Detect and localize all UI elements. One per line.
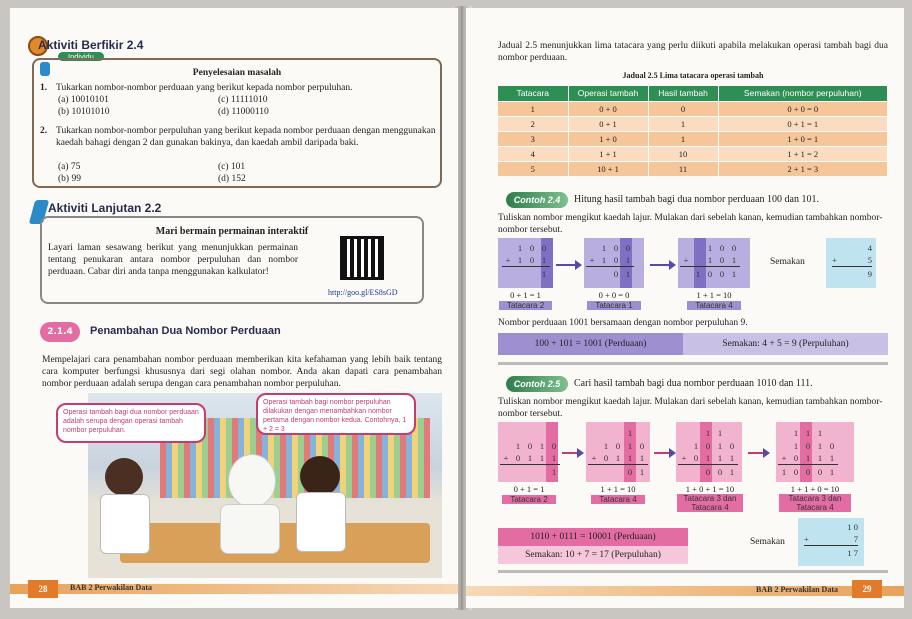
table-row <box>498 161 888 176</box>
sum-binary-bar: 100 + 101 = 1001 (Perduaan) <box>498 333 683 355</box>
footer-bar <box>466 586 904 596</box>
girl-shirt <box>296 492 346 552</box>
sum-binary-bar: 1010 + 0111 = 10001 (Perduaan) <box>498 528 688 546</box>
cell: 11 <box>648 161 718 176</box>
cell: 10 + 1 <box>568 161 648 176</box>
student-boy <box>105 458 143 496</box>
semakan-value: 7 <box>853 534 858 544</box>
arrow-icon <box>748 452 764 454</box>
q1-option: (a) 10010101 <box>58 95 109 105</box>
cell: 1 + 0 <box>568 131 648 146</box>
step-tag: Tatacara 4 <box>687 301 740 310</box>
semakan-line: 4 <box>867 242 872 253</box>
q1-option: (d) 11000110 <box>218 107 269 117</box>
section-number: 2.1.4 <box>40 322 80 342</box>
cell: 2 <box>498 116 568 131</box>
q1-option: (b) 10101010 <box>58 107 110 117</box>
cell: 0 + 1 = 1 <box>718 116 888 131</box>
cell: 1 + 1 <box>568 146 648 161</box>
activity-2-text: Layari laman sesawang berikut yang menunjukkan permainan tentang penukaran antara nombor perpuluhan dan nombor perduaan. Cabar diri anda tanpa menggunakan kalkulator! <box>48 243 298 277</box>
step-tag: Tatacara 3 dan Tatacara 4 <box>779 494 851 512</box>
semakan-value: 5 <box>867 255 872 265</box>
left-page <box>10 8 458 608</box>
step-caption <box>582 484 654 504</box>
step-calc: 0 + 1 = 1 <box>510 290 541 300</box>
step-tag: Tatacara 1 <box>587 301 640 310</box>
semakan-calc <box>804 520 858 559</box>
step-caption <box>672 484 748 512</box>
page-number: 29 <box>852 580 882 598</box>
table-row <box>498 116 888 131</box>
step-caption <box>494 484 564 504</box>
step-caption <box>678 290 750 310</box>
section-title: Penambahan Dua Nombor Perduaan <box>90 325 281 337</box>
divider <box>498 570 888 573</box>
step-caption <box>498 290 553 310</box>
girl-hijab-shirt <box>220 504 280 554</box>
cell: 1 + 0 = 1 <box>718 131 888 146</box>
activity-2-url[interactable]: http://goo.gl/ES8sGD <box>328 288 398 297</box>
semakan-line: 1 0 <box>847 521 858 532</box>
speech-bubble-1: Operasi tambah bagi dua nombor perduaan adalah serupa dengan operasi tambah nombor perpuluhan. <box>56 403 206 443</box>
step-calc: 0 + 1 = 1 <box>513 484 545 494</box>
sum-decimal-bar: Semakan: 4 + 5 = 9 (Perpuluhan) <box>683 333 888 355</box>
step-calc: 1 + 1 = 10 <box>696 290 732 300</box>
binary-column-3: 1 1 1 0 1 0 + 0 1 1 1 0 0 1 <box>678 426 738 478</box>
cell: 1 <box>498 101 568 116</box>
table-row <box>498 131 888 146</box>
q1-option: (c) 11111010 <box>218 95 268 105</box>
step-calc: 1 + 0 + 1 = 10 <box>685 484 735 494</box>
example-text: Tuliskan nombor mengikut kaedah lajur. Mulakan dari sebelah kanan, kemudian tambahkan nombor-nombor tersebut. <box>498 397 883 419</box>
activity-title: Aktiviti Berfikir 2.4 <box>38 38 144 52</box>
binary-column-1: 1 0 0 + 1 0 1 1 <box>502 241 550 280</box>
cell: 0 + 1 <box>568 116 648 131</box>
activity-heading: Penyelesaian masalah <box>192 68 282 78</box>
binary-column-1: 1 0 1 0 + 0 1 1 1 1 <box>500 426 560 478</box>
semakan-label: Semakan <box>770 257 805 267</box>
header-tatacara: Tatacara <box>498 86 568 101</box>
semakan-line: + 5 <box>832 255 872 265</box>
intro-text: Jadual 2.5 menunjukkan lima tatacara yang perlu diikuti apabila melakukan operasi tambah bagi dua nombor perduaan. <box>498 41 888 63</box>
q2-number: 2. <box>40 126 48 136</box>
footer-chapter: BAB 2 Perwakilan Data <box>756 585 838 594</box>
cell: 5 <box>498 161 568 176</box>
cell: 3 <box>498 131 568 146</box>
q2-option: (b) 99 <box>58 174 81 184</box>
footer-chapter: BAB 2 Perwakilan Data <box>70 583 152 592</box>
header-operasi: Operasi tambah <box>568 86 648 101</box>
q1-options <box>58 94 398 118</box>
arrow-icon <box>562 452 578 454</box>
table-row <box>498 101 888 116</box>
semakan-line: + 7 <box>804 534 858 544</box>
cell: 4 <box>498 146 568 161</box>
semakan-label: Semakan <box>750 537 785 547</box>
section-intro: Mempelajari cara penambahan nombor perduaan memberikan kita kefahaman yang lebih baik tentang cara komputer berfungsi khususnya dari segi olahan nombor. Anda akan dapati cara penambahan nombor perduaan adalah serupa dengan cara penambahan nombor perpuluhan. <box>42 355 442 389</box>
cell: 2 + 1 = 3 <box>718 161 888 176</box>
student-girl <box>300 456 340 496</box>
cell: 10 <box>648 146 718 161</box>
q2-option: (d) 152 <box>218 174 246 184</box>
example-title: Cari hasil tambah bagi dua nombor perduaan 1010 dan 111. <box>574 378 813 389</box>
activity-title-2: Aktiviti Lanjutan 2.2 <box>48 201 162 215</box>
qr-code[interactable] <box>340 236 384 280</box>
example-badge: Contoh 2.5 <box>506 376 568 392</box>
semakan-line: 1 7 <box>847 547 858 558</box>
semakan-calc <box>832 241 872 280</box>
cell: 1 <box>648 116 718 131</box>
q2-options <box>58 161 398 185</box>
student-girl-hijab <box>228 454 276 508</box>
table-header-row <box>498 86 888 101</box>
cell: 1 <box>648 131 718 146</box>
step-tag: Tatacara 3 dan Tatacara 4 <box>677 494 743 512</box>
binary-column-4: 1 1 1 1 0 1 0 + 0 1 1 1 1 0 0 0 1 <box>778 426 838 478</box>
speech-bubble-2: Operasi tambah bagi nombor perpuluhan dilakukan dengan menambahkan nombor pertama dengan nombor kedua. Contohnya, 1 + 2 = 3 <box>256 393 416 435</box>
activity-2-heading: Mari bermain permainan interaktif <box>155 226 309 237</box>
result-text: Nombor perduaan 1001 bersamaan dengan nombor perpuluhan 9. <box>498 318 748 328</box>
boy-shirt <box>100 494 150 554</box>
cell: 0 <box>648 101 718 116</box>
arrow-icon <box>556 264 576 266</box>
arrow-icon <box>654 452 670 454</box>
cell: 0 + 0 = 0 <box>718 101 888 116</box>
divider <box>498 362 888 365</box>
step-caption <box>584 290 644 310</box>
header-semakan: Semakan (nombor perpuluhan) <box>718 86 888 101</box>
page-number: 28 <box>28 580 58 598</box>
step-tag: Tatacara 2 <box>499 301 552 310</box>
individu-badge: Individu <box>58 52 104 61</box>
cell: 1 + 1 = 2 <box>718 146 888 161</box>
q1-text: Tukarkan nombor-nombor perduaan yang berikut kepada nombor perpuluhan. <box>56 83 353 93</box>
right-page <box>466 8 904 608</box>
q2-option: (c) 101 <box>218 162 246 172</box>
binary-column-2: 1 1 0 1 0 + 0 1 1 1 0 1 <box>588 426 648 478</box>
step-calc: 1 + 1 = 10 <box>600 484 636 494</box>
step-tag: Tatacara 2 <box>502 495 555 504</box>
table-caption: Jadual 2.5 Lima tatacara operasi tambah <box>622 71 764 80</box>
step-caption <box>774 484 856 512</box>
q1-number: 1. <box>40 83 48 93</box>
step-calc: 0 + 0 = 0 <box>598 290 630 300</box>
example-badge: Contoh 2.4 <box>506 192 568 208</box>
table-row <box>498 146 888 161</box>
cell: 0 + 0 <box>568 101 648 116</box>
header-hasil: Hasil tambah <box>648 86 718 101</box>
q2-option: (a) 75 <box>58 162 81 172</box>
step-tag: Tatacara 4 <box>591 495 644 504</box>
binary-column-3: 1 0 0 + 1 0 1 1 0 0 1 <box>680 241 740 280</box>
arrow-icon <box>650 264 670 266</box>
binary-column-2: 1 0 0 + 1 0 1 0 1 <box>586 241 634 280</box>
example-text: Tuliskan nombor mengikut kaedah lajur. Mulakan dari sebelah kanan, kemudian tambahkan nombor-nombor tersebut. <box>498 213 883 235</box>
addition-rules-table <box>498 86 888 176</box>
q2-text: Tukarkan nombor-nombor perpuluhan yang berikut kepada nombor perduaan dengan menggunakan kaedah bahagi dengan 2 dan gunakan bakinya, dan kaedah ambil daripada baki. <box>56 126 436 148</box>
example-title: Hitung hasil tambah bagi dua nombor perduaan 100 dan 101. <box>574 194 819 205</box>
semakan-line: 9 <box>867 268 872 279</box>
step-calc: 1 + 1 + 0 = 10 <box>790 484 840 494</box>
sum-decimal-bar: Semakan: 10 + 7 = 17 (Perpuluhan) <box>498 546 688 564</box>
